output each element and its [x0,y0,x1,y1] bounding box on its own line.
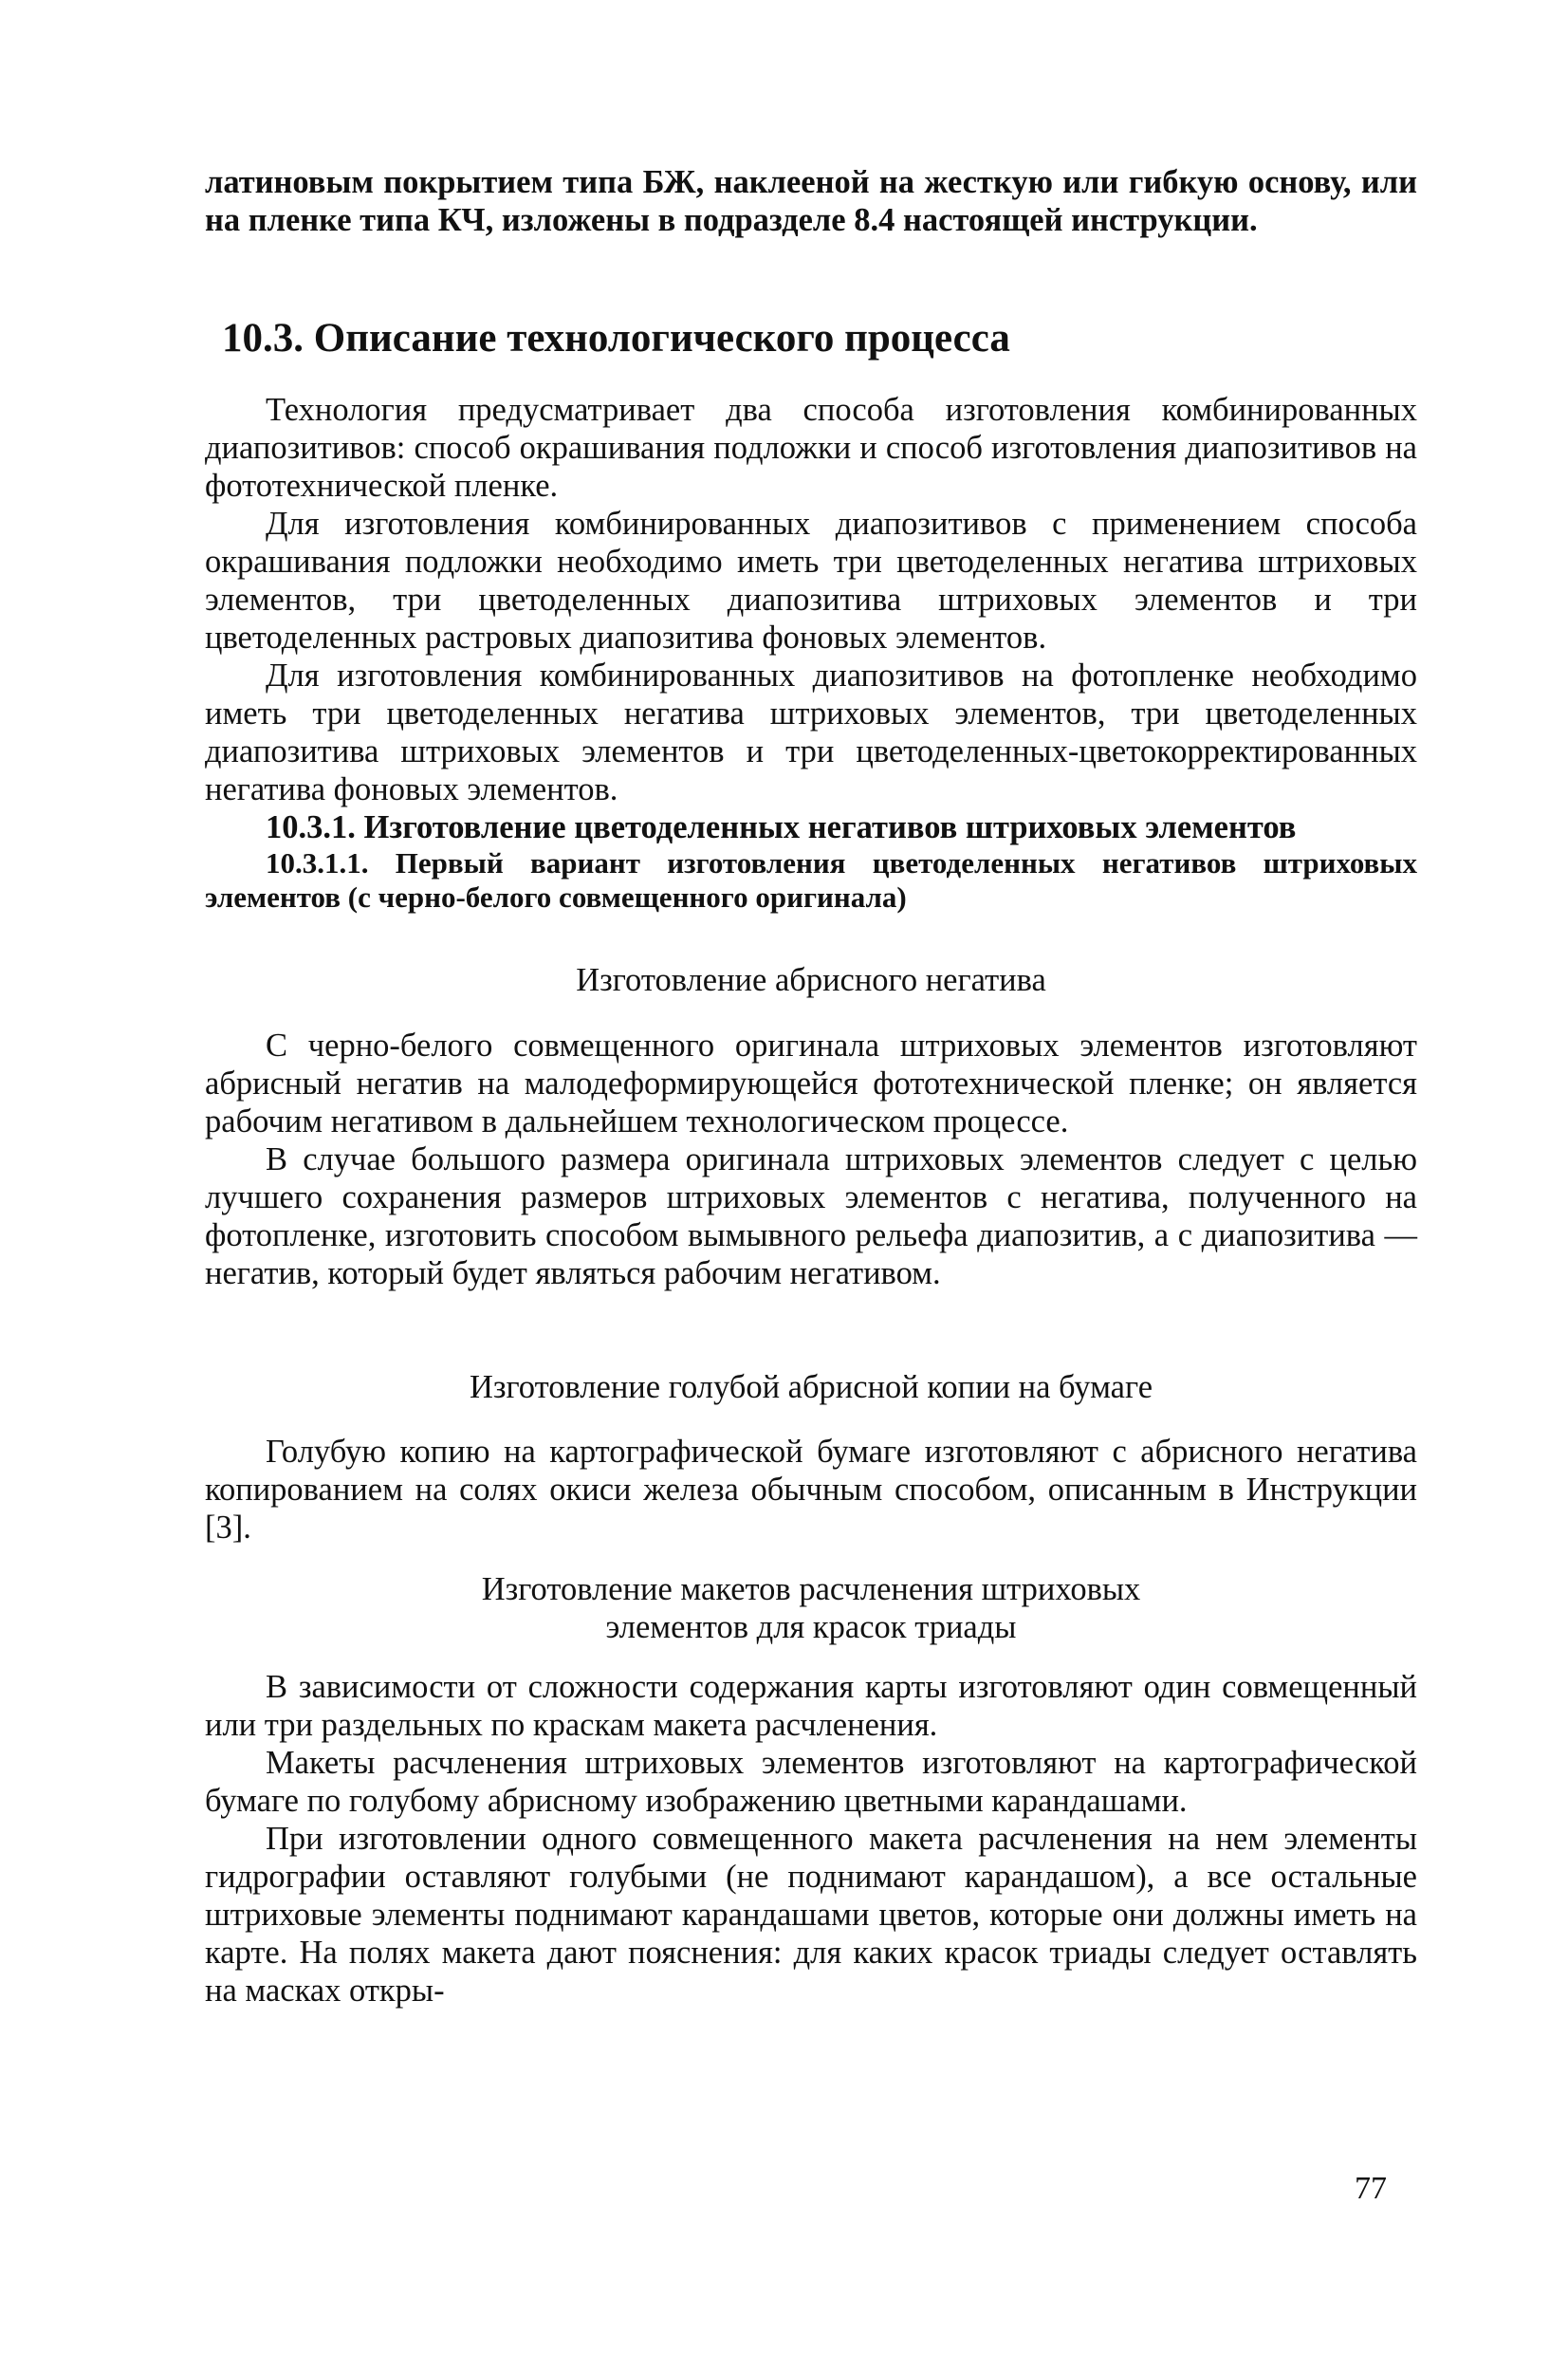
body-block-1 [205,391,1417,915]
paragraph-film-method: Для изготовления комбинированных диапозитивов на фотопленке необходимо иметь три цветоделенных негатива штриховых элементов, три цветоделенных диапозитива штриховых элементов и три цветоделенных-цветокорректированных негатива фоновых элементов. [205,658,1417,807]
subsection-heading-10-3-1: 10.3.1. Изготовление цветоделенных негативов штриховых элементов [266,809,1297,845]
heading-abris-negative: Изготовление абрисного негатива [576,962,1046,998]
section-title: 10.3. Описание технологического процесса [222,316,1010,361]
intro-block [205,163,1417,239]
subsection-heading-10-3-1-1: 10.3.1.1. Первый вариант изготовления цветоделенных негативов штриховых элементов (с черно-белого совмещенного оригинала) [205,846,1417,914]
paragraph-blue-copy: Голубую копию на картографической бумаге изготовляют с абрисного негатива копированием на солях окиси железа обычным способом, описанным в Инструкции [3]. [205,1434,1417,1546]
paragraph-technology: Технология предусматривает два способа изготовления комбинированных диапозитивов: способ окрашивания подложки и способ изготовления диапозитивов на фототехнической пленке. [205,392,1417,504]
layouts-section [205,1570,1417,1646]
section-title-block [205,315,1417,362]
intro-paragraph: латиновым покрытием типа БЖ, наклееной на жесткую или гибкую основу, или на пленке типа КЧ, изложены в подразделе 8.4 настоящей инструкции. [205,164,1417,238]
paragraph-layout-complexity: В зависимости от сложности содержания карты изготовляют один совмещенный или три раздельных по краскам макета расчленения. [205,1669,1417,1743]
heading-layouts-line-1: Изготовление макетов расчленения штриховых [481,1571,1141,1607]
paragraph-layout-pencils: Макеты расчленения штриховых элементов изготовляют на картографической бумаге по голубому абрисному изображению цветными карандашами. [205,1745,1417,1819]
abris-negative-section [205,961,1417,999]
page-number: 77 [1355,2171,1387,2206]
body-block-2 [205,1027,1417,1292]
paragraph-substrate-method: Для изготовления комбинированных диапозитивов с применением способа окрашивания подложки необходимо иметь три цветоделенных негатива штриховых элементов, три цветоделенных диапозитива штриховых элементов и три цветоделенных растровых диапозитива фоновых элементов. [205,506,1417,656]
heading-blue-copy: Изготовление голубой абрисной копии на бумаге [469,1369,1153,1405]
paragraph-single-layout: При изготовлении одного совмещенного макета расчленения на нем элементы гидрографии оставляют голубыми (не поднимают карандашом), а все остальные штриховые элементы поднимают карандашами цветов, которые они должны иметь на карте. На полях макета дают пояснения: для каких красок триады следует оставлять на масках откры- [205,1821,1417,2009]
heading-layouts-line-2: элементов для красок триады [605,1609,1017,1645]
paragraph-large-original: В случае большого размера оригинала штриховых элементов следует с целью лучшего сохранения размеров штриховых элементов с негатива, полученного на фотопленке, изготовить способом вымывного рельефа диапозитив, а с диапозитива — негатив, который будет являться рабочим негативом. [205,1141,1417,1291]
body-block-4 [205,1668,1417,2010]
blue-copy-section [205,1368,1417,1406]
body-block-3 [205,1433,1417,1547]
paragraph-abris-negative: С черно-белого совмещенного оригинала штриховых элементов изготовляют абрисный негатив на малодеформирующейся фототехнической пленке; он является рабочим негативом в дальнейшем технологическом процессе. [205,1028,1417,1139]
